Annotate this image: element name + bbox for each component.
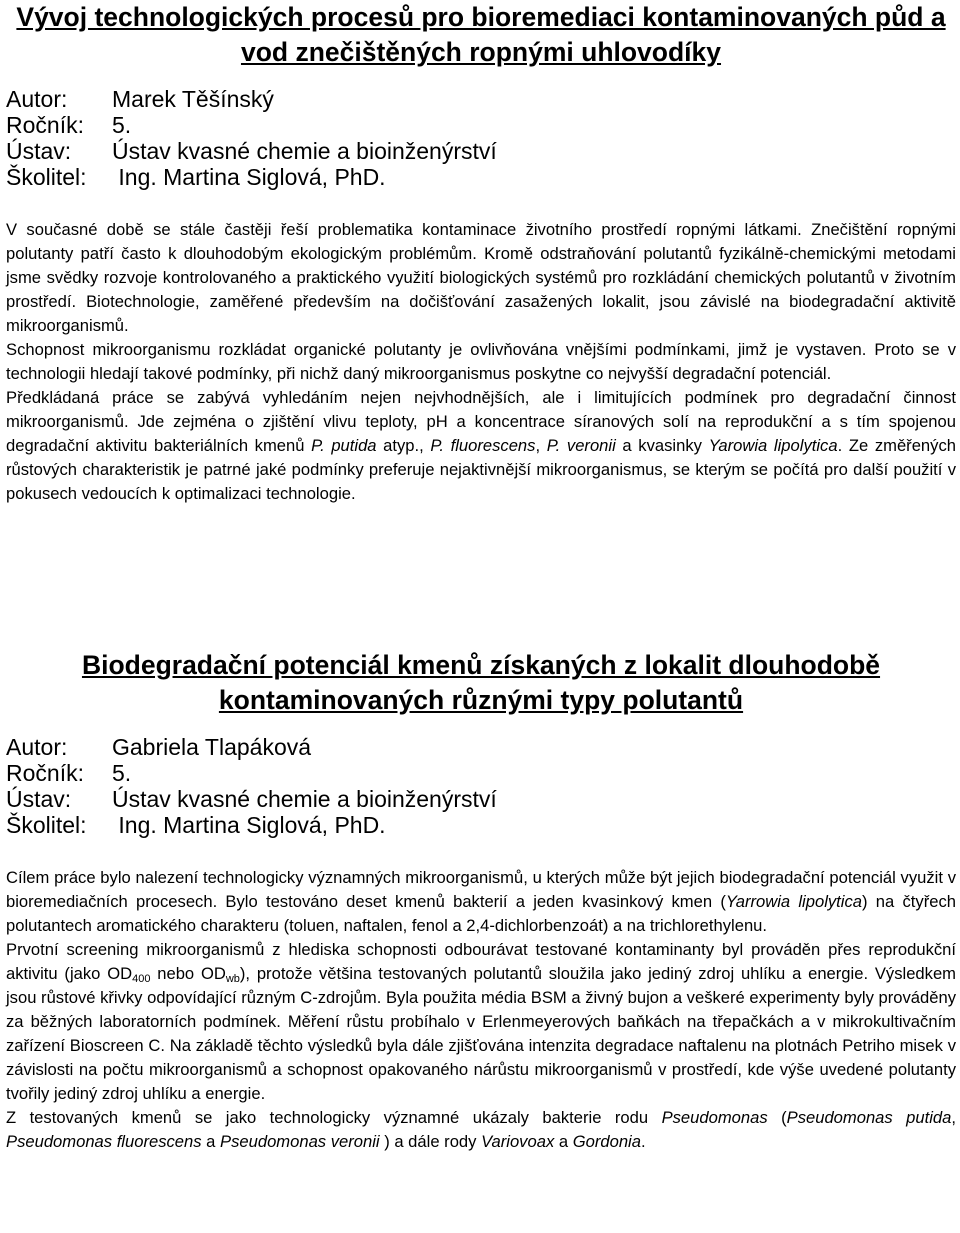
species-name: P. putida — [311, 436, 377, 455]
meta-key: Ústav: — [6, 786, 72, 812]
species-name: Yarowia lipolytica — [708, 436, 838, 455]
article-2 — [6, 648, 956, 1154]
text-run: a — [554, 1132, 573, 1151]
meta-row-institute — [6, 786, 956, 812]
text-run: Cílem práce bylo nalezení technologicky významných mikroorganismů, u kterých může být jejich biodegradační potenciál využit v bioremediačních procesech. Bylo testováno deset kmenů bakterií a jeden kvasinkový kmen ( — [6, 868, 956, 911]
species-name: Pseudomonas fluorescens — [6, 1132, 202, 1151]
meta-key: Ročník: — [6, 760, 84, 786]
paragraph — [6, 1106, 956, 1154]
meta-value: 5. — [112, 760, 132, 786]
text-run: . Ze změřených růstových charakteristik je patrné jaké podmínky preferuje nejaktivnější mikroorganismus, se kterým se počítá pro další použití v pokusech vedoucích k optimalizaci technologie. — [6, 436, 956, 503]
article-2-body — [6, 866, 956, 1154]
article-1-title: Vývoj technologických procesů pro bioremediaci kontaminovaných půd a vod znečištěných ropnými uhlovodíky — [16, 2, 946, 67]
species-name: P. veronii — [546, 436, 616, 455]
species-name: Yarrowia lipolytica — [725, 892, 863, 911]
meta-row-author — [6, 86, 956, 112]
subscript: 400 — [132, 973, 151, 985]
species-name: P. fluorescens — [430, 436, 536, 455]
text-run: Prvotní screening mikroorganismů z hlediska schopnosti odbourávat testované kontaminanty byl prováděn přes reprodukční aktivitu (jako OD — [6, 940, 956, 983]
article-2-meta — [6, 734, 956, 838]
paragraph — [6, 938, 956, 1106]
meta-value: Gabriela Tlapáková — [112, 734, 312, 760]
meta-row-year — [6, 112, 956, 138]
text-run: a kvasinky — [615, 436, 709, 455]
meta-row-supervisor — [6, 164, 956, 190]
meta-value: Ing. Martina Siglová, PhD. — [112, 812, 386, 838]
meta-row-supervisor — [6, 812, 956, 838]
text-run: Z testovaných kmenů se jako technologicky významné ukázaly bakterie rodu — [6, 1108, 662, 1127]
species-name: Pseudomonas veronii — [220, 1132, 380, 1151]
article-1 — [6, 0, 956, 506]
text-run: Předkládaná práce se zabývá vyhledáním nejen nejvhodnějších, ale i limitujících podmínek pro degradační činnost mikroorganismů. Jde zejména o zjištění vlivu teploty, pH a koncentrace síranových solí na reprodukční a s tím spojenou degradační aktivitu bakteriálních kmenů — [6, 388, 956, 455]
meta-row-author — [6, 734, 956, 760]
meta-row-institute — [6, 138, 956, 164]
species-name: Variovoax — [481, 1132, 555, 1151]
meta-key: Ústav: — [6, 138, 72, 164]
text-run: ) na čtyřech polutantech aromatického charakteru (toluen, naftalen, fenol a 2,4-dichlorbenzoát) a na trichlorethylenu. — [6, 892, 956, 935]
meta-value: Marek Těšínský — [112, 86, 274, 112]
text-run: ) a dále rody — [379, 1132, 482, 1151]
meta-key: Školitel: — [6, 812, 87, 838]
paragraph — [6, 386, 956, 506]
meta-value: Ústav kvasné chemie a bioinženýrství — [112, 786, 497, 812]
text-run: , — [951, 1108, 956, 1127]
meta-key: Školitel: — [6, 164, 87, 190]
article-2-title: Biodegradační potenciál kmenů získaných z lokalit dlouhodobě kontaminovaných různými typy polutantů — [81, 650, 881, 715]
paragraph: V současné době se stále častěji řeší problematika kontaminace životního prostředí ropnými látkami. Znečištění ropnými polutanty patří často k dlouhodobým ekologickým problémům. Kromě odstraňování polutantů fyzikálně-chemickými metodami jsme svědky rozvoje kontrolovaného a praktického využití biologických systémů pro rozkládání chemických polutantů v životním prostředí. Biotechnologie, zaměřené především na dočišťování zasažených lokalit, jsou závislé na biodegradační aktivitě mikroorganismů. — [6, 220, 956, 335]
text-run: nebo OD — [150, 964, 226, 983]
meta-value: Ing. Martina Siglová, PhD. — [112, 164, 386, 190]
paragraph: Schopnost mikroorganismu rozkládat organické polutanty je ovlivňována vnějšími podmínkami, jimž je vystaven. Proto se v technologii hledají takové podmínky, při nichž daný mikroorganismus poskytne co nejvyšší degradační potenciál. — [6, 340, 956, 383]
species-name: Pseudomonas putida — [786, 1108, 952, 1127]
meta-key: Autor: — [6, 86, 68, 112]
subscript: wb — [225, 973, 240, 985]
text-run: atyp., — [376, 436, 431, 455]
meta-key: Autor: — [6, 734, 68, 760]
species-name: Pseudomonas — [661, 1108, 768, 1127]
text-run: ), protože většina testovaných polutantů sloužila jako jediný zdroj uhlíku a energie. Výsledkem jsou růstové křivky odpovídající různým C-zdrojům. Byla použita média BSM a živný bujon a veškeré experimenty byly prováděny za běžných laboratorních podmínek. Měření růstu probíhalo v Erlenmeyerových baňkách na třepačkách a v mikrokultivačním zařízení Bioscreen C. Na základě těchto výsledků byla dále zjišťována intenzita degradace naftalenu na plotnách Petriho misek v závislosti na počtu mikroorganismů a schopnost opakovaného nárůstu mikroorganismů v prostředí, kde výše uvedené polutanty tvořily jediný zdroj uhlíku a energie. — [6, 964, 956, 1103]
paragraph — [6, 866, 956, 938]
species-name: Gordonia — [572, 1132, 641, 1151]
text-run: . — [640, 1132, 646, 1151]
meta-value: 5. — [112, 112, 132, 138]
text-run: ( — [767, 1108, 787, 1127]
meta-value: Ústav kvasné chemie a bioinženýrství — [112, 138, 497, 164]
article-1-body — [6, 218, 956, 506]
meta-key: Ročník: — [6, 112, 84, 138]
article-1-meta — [6, 86, 956, 190]
text-run: a — [201, 1132, 221, 1151]
text-run: , — [535, 436, 547, 455]
meta-row-year — [6, 760, 956, 786]
